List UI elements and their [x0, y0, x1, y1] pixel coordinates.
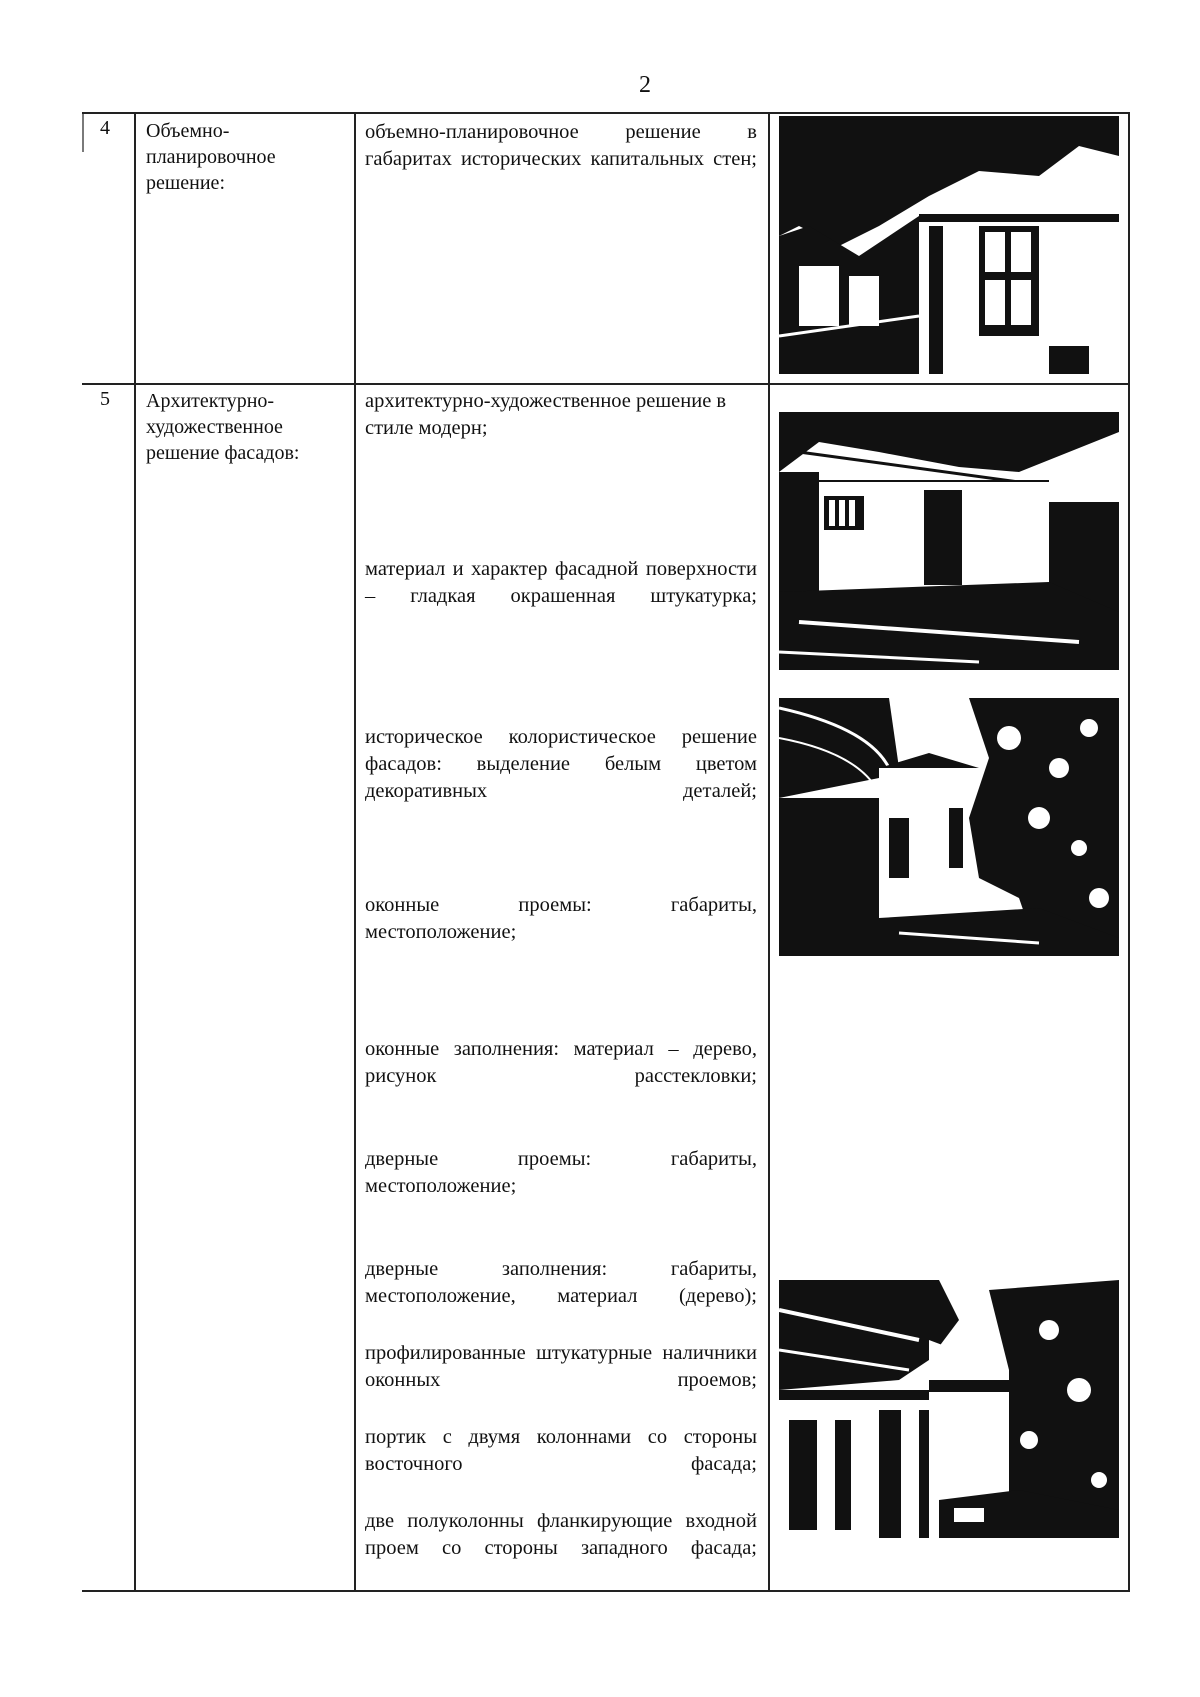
- requirement-item: две полуколонны фланкирующие входной проем со стороны западного фасада;: [365, 1510, 757, 1559]
- requirement-item: оконные заполнения: материал – дерево, рисунок расстекловки;: [365, 1038, 757, 1087]
- requirement-item: профилированные штукатурные наличники оконных проемов;: [365, 1342, 757, 1391]
- page-number: 2: [639, 72, 651, 98]
- facade-wall-photo: [779, 412, 1119, 670]
- requirement-item: объемно-планировочное решение в габаритах исторических капитальных стен;: [365, 121, 757, 170]
- requirement-item: портик с двумя колоннами со стороны восточного фасада;: [365, 1426, 757, 1475]
- row-number: 4: [100, 117, 110, 139]
- row-divider: [82, 383, 1130, 385]
- row-label: Объемно-планировочное решение:: [146, 120, 276, 194]
- building-portico-photo: [779, 1280, 1119, 1538]
- table-left-border: [82, 112, 84, 152]
- row-4-top-border: [82, 112, 1130, 114]
- row-label: Архитектурно-художественное решение фасадов:: [146, 390, 300, 464]
- col-divider-3: [768, 112, 770, 1592]
- requirement-item: архитектурно-художественное решение в стиле модерн;: [365, 390, 727, 439]
- requirement-item: историческое колористическое решение фасадов: выделение белым цветом декоративных деталей;: [365, 726, 757, 802]
- table-right-border: [1128, 112, 1130, 1592]
- table-bottom-border: [82, 1590, 1130, 1592]
- requirement-item: дверные проемы: габариты, местоположение;: [365, 1148, 757, 1197]
- building-trees-photo: [779, 698, 1119, 956]
- building-corner-photo: [779, 116, 1119, 374]
- requirement-item: дверные заполнения: габариты, местоположение, материал (дерево);: [365, 1258, 757, 1307]
- col-divider-2: [354, 112, 356, 1592]
- requirement-item: оконные проемы: габариты, местоположение;: [365, 894, 757, 943]
- requirement-item: материал и характер фасадной поверхности – гладкая окрашенная штукатурка;: [365, 558, 757, 607]
- row-number: 5: [100, 388, 110, 410]
- col-divider-1: [134, 112, 136, 1592]
